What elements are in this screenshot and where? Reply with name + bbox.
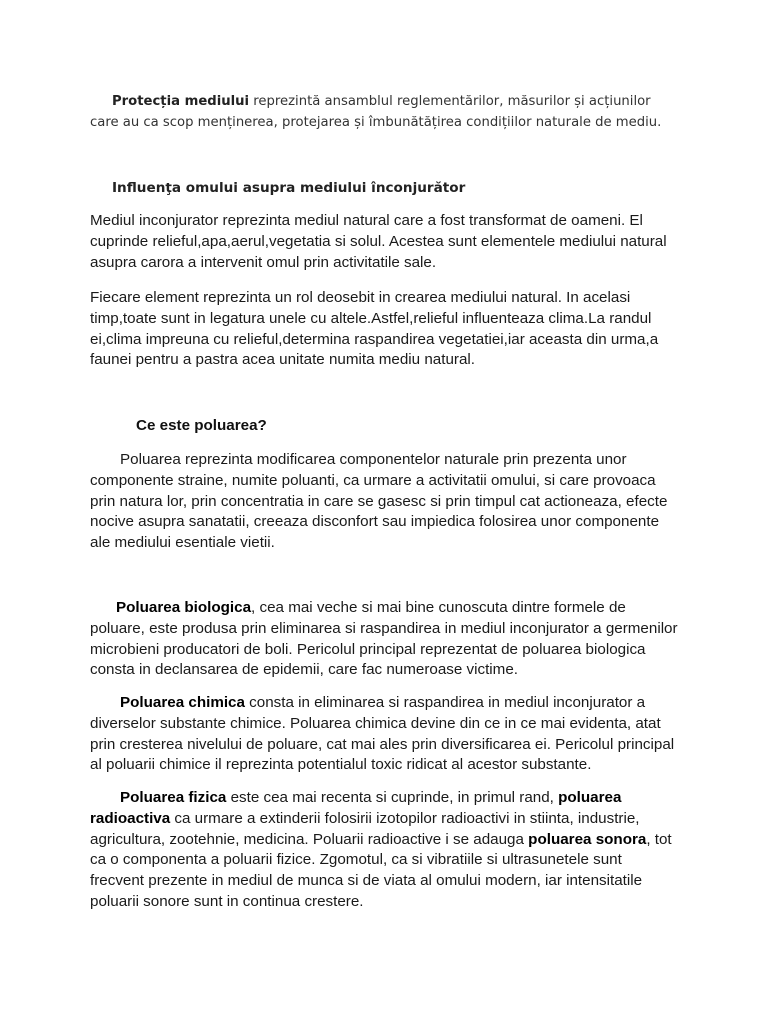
term-sonic: poluarea sonora — [528, 830, 647, 848]
term-radioactive: poluarea radioactiva — [90, 789, 622, 827]
section-heading-pollution: Ce este poluarea? — [136, 417, 267, 434]
paragraph-biological — [90, 598, 680, 681]
paragraph-physical — [90, 788, 680, 913]
term-biological: Poluarea biologica — [116, 599, 252, 616]
paragraph-environment: Mediul inconjurator reprezinta mediul natural care a fost transformat de oameni. El cuprinde relieful,apa,aerul,vegetatia si solul. Acestea sunt elementele mediului natural asupra carora a intervenit omul prin activitatile sale. — [90, 212, 667, 271]
term-chemical: Poluarea chimica — [120, 694, 245, 711]
text-physical-3: , tot ca o componenta a poluarii fizice. Zgomotul, ca si vibratiile si ultrasunetele sunt frecvent prezente in mediul de munca si de viata al omului modern, iar intensitatile poluarii sonore sunt in continua crestere. — [90, 830, 672, 910]
intro-paragraph — [90, 91, 680, 133]
text-chemical: consta in eliminarea si raspandirea in mediul inconjurator a diverselor substante chimice. Poluarea chimica devine din ce in ce mai evidenta, atat prin cresterea nivelului de poluare, cat mai ales prin diversificarea ei. Pericolul principal al poluarii chimice il reprezinta potentialul toxic ridicat al acestor substante. — [90, 694, 675, 774]
intro-term: Protecția mediului — [112, 94, 250, 109]
term-physical: Poluarea fizica — [120, 789, 227, 806]
section-heading-human-influence: Influenţa omului asupra mediului înconjurător — [112, 180, 466, 196]
text-physical-2: ca urmare a extinderii folosirii izotopilor radioactivi in stiinta, industrie, agricultura, zootehnie, medicina. Poluarii radioactive i se adauga — [90, 809, 640, 848]
text-biological: , cea mai veche si mai bine cunoscuta dintre formele de poluare, este produsa prin eliminarea si raspandirea in mediul inconjurator a germenilor microbieni producatori de boli. Pericolul principal reprezentat de poluarea biologica consta in declansarea de epidemii, care fac numeroase victime. — [90, 599, 678, 679]
text-physical-1: este cea mai recenta si cuprinde, in primul rand, — [226, 789, 559, 806]
paragraph-elements: Fiecare element reprezinta un rol deosebit in crearea mediului natural. In acelasi timp,toate sunt in legatura unele cu altele.Astfel,relieful influenteaza clima.La randul ei,clima impreuna cu relieful,determina raspandirea vegetatiei,iar aceasta din urma,a faunei pentru a pastra acea unitate numita mediu natural. — [90, 289, 659, 369]
intro-text: reprezintă ansamblul reglementărilor, măsurilor și acțiunilor care au ca scop menținerea, protejarea și îmbunătățirea condițiilor naturale de mediu. — [90, 94, 662, 130]
paragraph-pollution-definition: Poluarea reprezinta modificarea componentelor naturale prin prezenta unor componente straine, numite poluanti, ca urmare a activitatii omului, si care provoaca prin natura lor, prin concentratia in care se gasesc si prin timpul cat actioneaza, efecte nocive asupra sanatatii, creeaza disconfort sau impiedica folosirea unor componente ale mediului esentiale vietii. — [90, 451, 668, 552]
paragraph-chemical — [90, 693, 680, 776]
